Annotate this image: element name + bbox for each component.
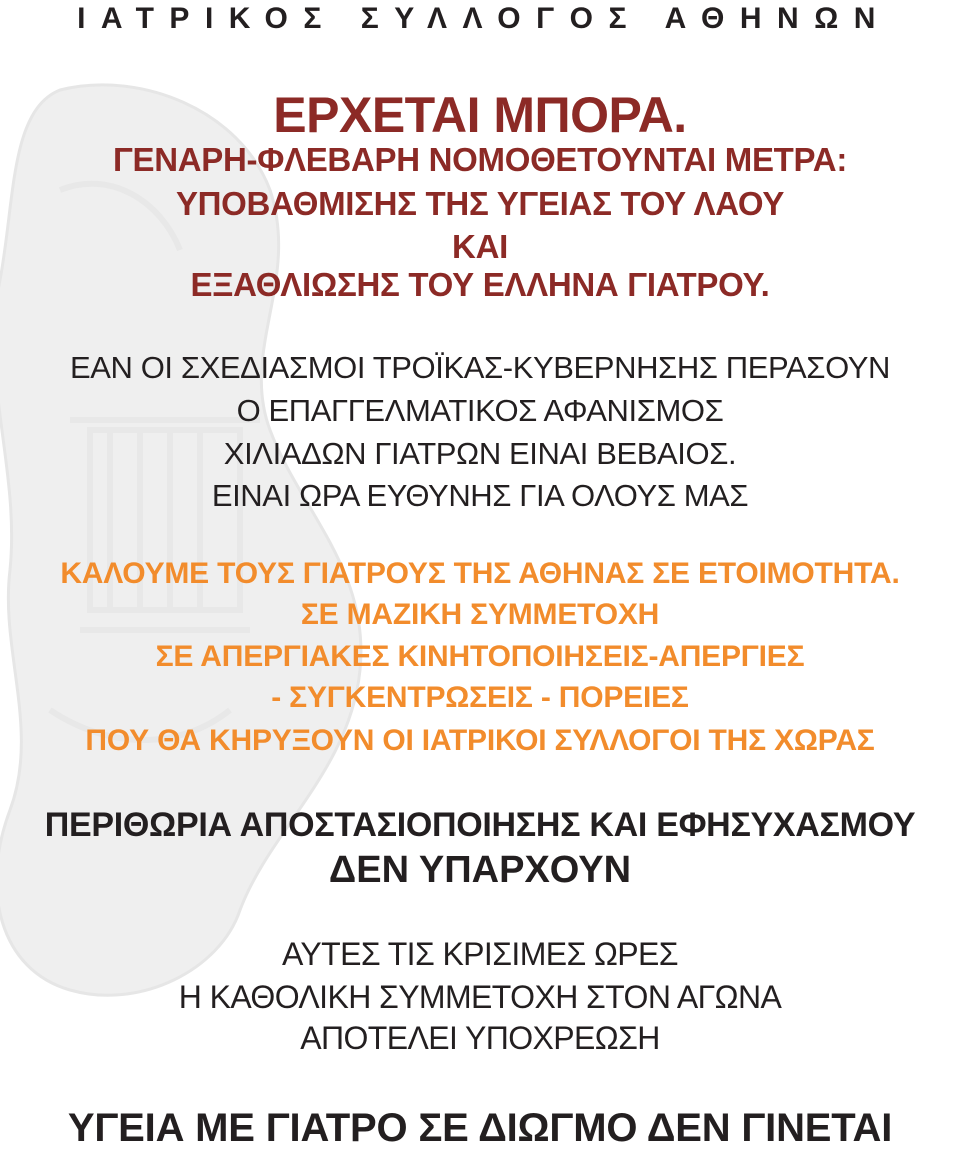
headline-line: ΚΑΙ	[452, 228, 508, 265]
warning-line: ΧΙΛΙΑΔΩΝ ΓΙΑΤΡΩΝ ΕΙΝΑΙ ΒΕΒΑΙΟΣ.	[223, 436, 737, 471]
headline-line: ΓΕΝΑΡΗ-ΦΛΕΒΑΡΗ ΝΟΜΟΘΕΤΟΥΝΤΑΙ ΜΕΤΡΑ:	[112, 141, 848, 178]
warning-line: ΕΑΝ ΟΙ ΣΧΕΔΙΑΣΜΟΙ ΤΡΟΪΚΑΣ-ΚΥΒΕΡΝΗΣΗΣ ΠΕΡΑΣΟΥΝ	[69, 350, 891, 385]
margins-notice-emphasis: ΔΕΝ ΥΠΑΡΧΟΥΝ	[328, 849, 632, 891]
closing-slogan: ΥΓΕΙΑ ΜΕ ΓΙΑΤΡΟ ΣΕ ΔΙΩΓΜΟ ΔΕΝ ΓΙΝΕΤΑΙ	[67, 1106, 893, 1150]
duty-line: ΑΠΟΤΕΛΕΙ ΥΠΟΧΡΕΩΣΗ	[300, 1020, 660, 1056]
duty-line: ΑΥΤΕΣ ΤΙΣ ΚΡΙΣΙΜΕΣ ΩΡΕΣ	[282, 936, 678, 972]
margins-notice-line: ΠΕΡΙΘΩΡΙΑ ΑΠΟΣΤΑΣΙΟΠΟΙΗΣΗΣ ΚΑΙ ΕΦΗΣΥΧΑΣΜΟΥ	[44, 806, 916, 844]
association-name-header: ΙΑΤΡΙΚΟΣ ΣΥΛΛΟΓΟΣ ΑΘΗΝΩΝ	[77, 2, 891, 35]
warning-line: ΕΙΝΑΙ ΩΡΑ ΕΥΘΥΝΗΣ ΓΙΑ ΟΛΟΥΣ ΜΑΣ	[211, 478, 749, 513]
headline-line: ΕΞΑΘΛΙΩΣΗΣ ΤΟΥ ΕΛΛΗΝΑ ΓΙΑΤΡΟΥ.	[190, 266, 770, 303]
call-line: ΚΑΛΟΥΜΕ ΤΟΥΣ ΓΙΑΤΡΟΥΣ ΤΗΣ ΑΘΗΝΑΣ ΣΕ ΕΤΟΙΜΟΤΗΤΑ.	[60, 557, 900, 590]
headline-line: ΥΠΟΒΑΘΜΙΣΗΣ ΤΗΣ ΥΓΕΙΑΣ ΤΟΥ ΛΑΟΥ	[175, 185, 785, 222]
call-line: ΠΟΥ ΘΑ ΚΗΡΥΞΟΥΝ ΟΙ ΙΑΤΡΙΚΟΙ ΣΥΛΛΟΓΟΙ ΤΗΣ ΧΩΡΑΣ	[85, 724, 875, 757]
duty-line: Η ΚΑΘΟΛΙΚΗ ΣΥΜΜΕΤΟΧΗ ΣΤΟΝ ΑΓΩΝΑ	[178, 979, 782, 1015]
headline-title: ΕΡΧΕΤΑΙ ΜΠΟΡΑ.	[273, 87, 687, 143]
call-line: ΣΕ ΑΠΕΡΓΙΑΚΕΣ ΚΙΝΗΤΟΠΟΙΗΣΕΙΣ-ΑΠΕΡΓΙΕΣ	[155, 640, 805, 673]
warning-line: Ο ΕΠΑΓΓΕΛΜΑΤΙΚΟΣ ΑΦΑΝΙΣΜΟΣ	[236, 393, 724, 428]
call-line: ΣΕ ΜΑΖΙΚΗ ΣΥΜΜΕΤΟΧΗ	[300, 598, 660, 631]
call-line: - ΣΥΓΚΕΝΤΡΩΣΕΙΣ - ΠΟΡΕΙΕΣ	[271, 681, 689, 714]
